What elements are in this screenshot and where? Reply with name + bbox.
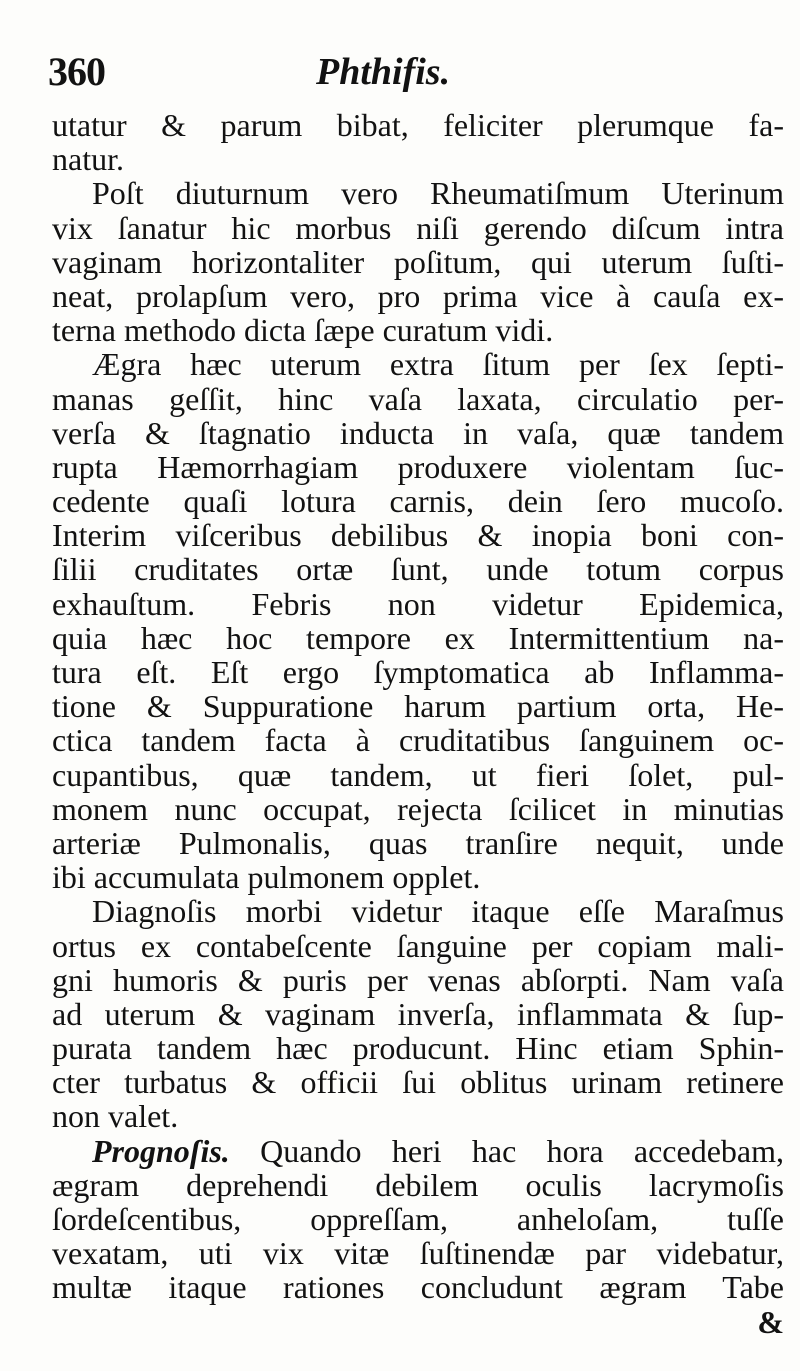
text-line: ſordeſcentibus, oppreſſam, anheloſam, tuſſe	[52, 1201, 784, 1237]
page-number: 360	[48, 49, 105, 94]
text-line: cedente quaſi lotura carnis, dein ſero mucoſo.	[52, 483, 784, 520]
text-line: multæ itaque rationes concludunt ægram Tabe	[52, 1269, 784, 1306]
text-line: ad uterum & vaginam inverſa, inflammata & ſup-	[52, 995, 784, 1032]
prognosis-label: Prognoſis.	[92, 1132, 230, 1169]
text-line: exhauſtum. Febris non videtur Epidemica,	[52, 585, 784, 622]
text-line: cter turbatus & officii ſui oblitus urinam retinere	[52, 1064, 784, 1101]
text-line: vexatam, uti vix vitæ ſuſtinendæ par videbatur,	[52, 1235, 784, 1272]
page-header	[48, 48, 768, 98]
running-title: Phthifis.	[316, 51, 451, 93]
text-line: terna methodo dicta ſæpe curatum vidi.	[52, 312, 554, 349]
text-line: verſa & ſtagnatio inducta in vaſa, quæ tandem	[52, 414, 784, 451]
paragraph-first-line: Poſt diuturnum vero Rheumatiſmum Uterinum	[92, 175, 784, 212]
paragraph-first-line: Ægra hæc uterum extra ſitum per ſex ſepti-	[92, 346, 784, 383]
catchword: &	[757, 1303, 784, 1340]
text-line: manas geſſit, hinc vaſa laxata, circulatio per-	[52, 380, 784, 417]
body-text	[52, 108, 784, 1339]
text-line: cupantibus, quæ tandem, ut fieri ſolet, pul-	[52, 756, 784, 793]
text-line: gni humoris & puris per venas abſorpti. Nam vaſa	[52, 961, 784, 998]
text-line: rupta Hæmorrhagiam produxere violentam ſuc-	[52, 448, 784, 485]
text-line: vix ſanatur hic morbus niſi gerendo diſcum intra	[52, 209, 784, 246]
text-line: ortus ex contabeſcente ſanguine per copiam mali-	[52, 927, 784, 964]
text-line: arteriæ Pulmonalis, quas tranſire nequit, unde	[52, 824, 784, 861]
text-line: natur.	[52, 141, 124, 178]
text-line: ibi accumulata pulmonem opplet.	[52, 859, 481, 896]
paragraph-first-line: Diagnoſis morbi videtur itaque eſſe Maraſmus	[92, 893, 784, 930]
text-line: ægram deprehendi debilem oculis lacrymoſis	[52, 1166, 784, 1203]
text-line: vaginam horizontaliter poſitum, qui uterum ſuſti-	[52, 243, 784, 280]
text-line: purata tandem hæc producunt. Hinc etiam Sphin-	[52, 1030, 784, 1067]
text-line: utatur & parum bibat, feliciter plerumque fa-	[52, 107, 784, 143]
text-line: quia hæc hoc tempore ex Intermittentium na-	[52, 619, 784, 656]
text-line: non valet.	[52, 1098, 179, 1135]
text-line: ſilii cruditates ortæ ſunt, unde totum corpus	[52, 551, 784, 588]
prognosis-line	[52, 1134, 784, 1168]
text-line: tura eſt. Eſt ergo ſymptomatica ab Inflamma-	[52, 654, 784, 690]
text-line: Interim viſceribus debilibus & inopia boni con-	[52, 517, 784, 554]
text-line: tione & Suppuratione harum partium orta, He-	[52, 688, 784, 725]
text-line: monem nunc occupat, rejecta ſcilicet in minutias	[52, 790, 784, 827]
text-line: ctica tandem facta à cruditatibus ſanguinem oc-	[52, 722, 784, 759]
text-line: neat, prolapſum vero, pro prima vice à cauſa ex-	[52, 277, 784, 314]
prognosis-text: Quando heri hac hora accedebam,	[260, 1132, 785, 1169]
